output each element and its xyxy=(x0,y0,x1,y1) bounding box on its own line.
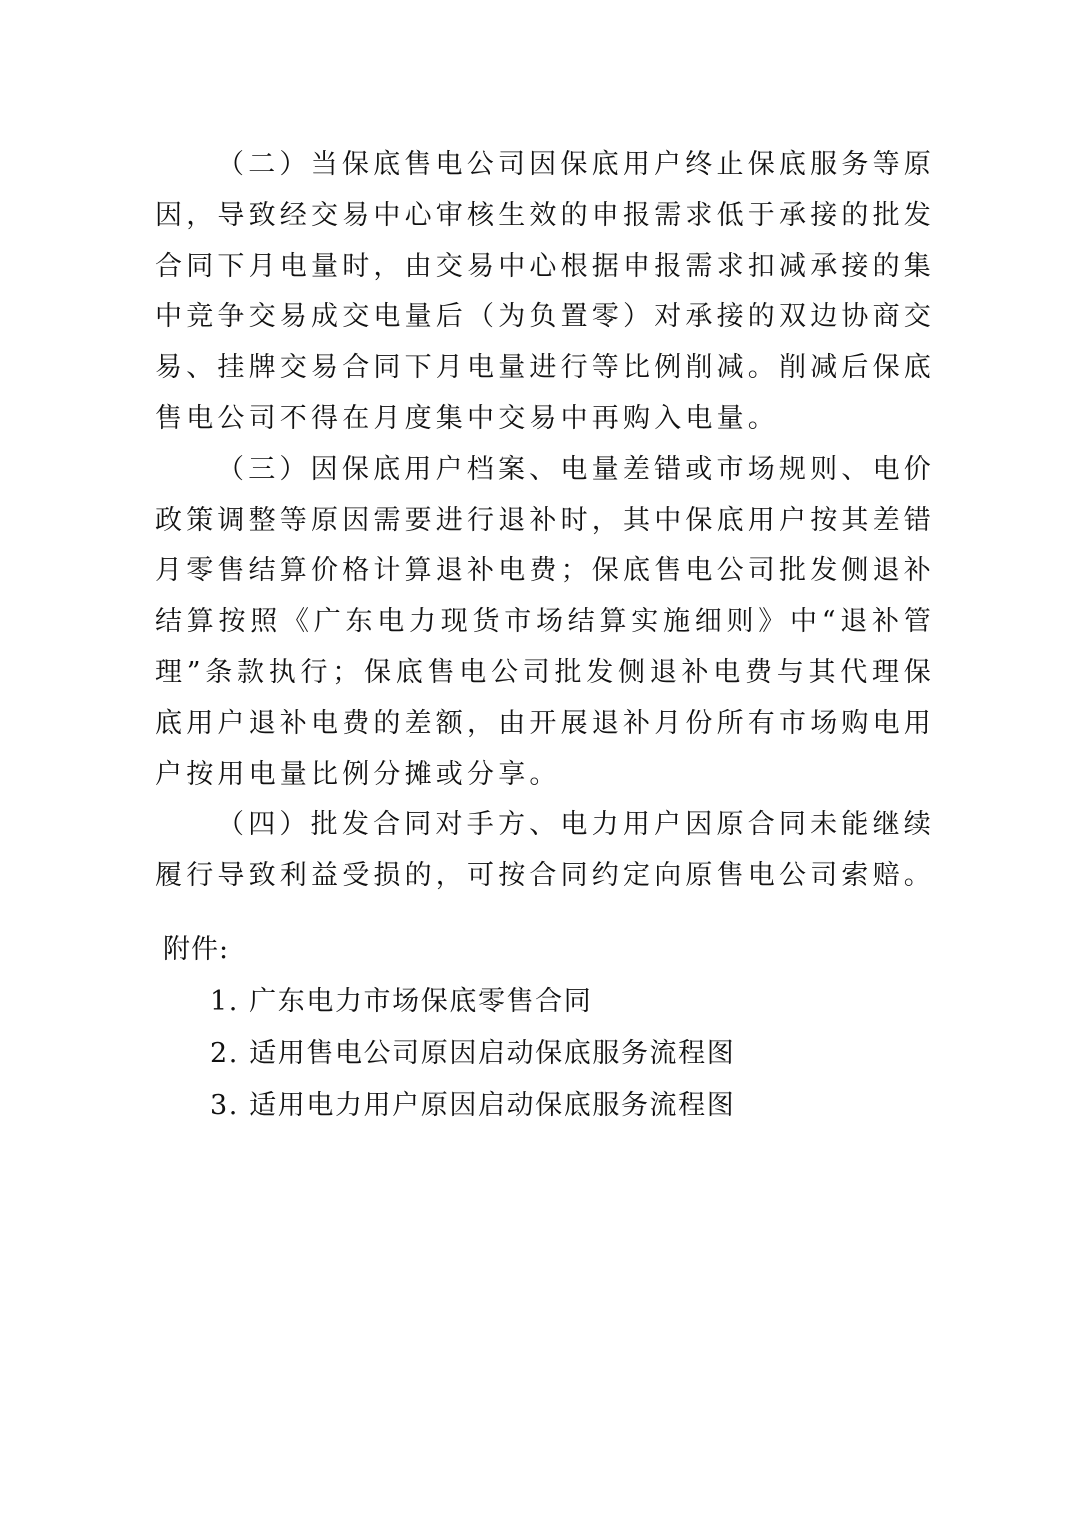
attachments-title: 附件: xyxy=(163,934,230,965)
document-body xyxy=(155,140,935,902)
attachment-item-1: 1. 广东电力市场保底零售合同 xyxy=(210,986,593,1017)
paragraph-clause-3: （三）因保底用户档案、电量差错或市场规则、电价政策调整等原因需要进行退补时，其中保底用户按其差错月零售结算价格计算退补电费；保底售电公司批发侧退补结算按照《广东电力现货市场结算实施细则》中“退补管理”条款执行；保底售电公司批发侧退补电费与其代理保底用户退补电费的差额，由开展退补月份所有市场购电用户按用电量比例分摊或分享。 xyxy=(155,453,935,790)
attachment-item-2: 2. 适用售电公司原因启动保底服务流程图 xyxy=(210,1038,736,1069)
paragraph-clause-4: （四）批发合同对手方、电力用户因原合同未能继续履行导致利益受损的，可按合同约定向原售电公司索赔。 xyxy=(155,809,935,892)
paragraph-clause-2: （二）当保底售电公司因保底用户终止保底服务等原因，导致经交易中心审核生效的申报需求低于承接的批发合同下月电量时，由交易中心根据申报需求扣减承接的集中竞争交易成交电量后（为负置零）对承接的双边协商交易、挂牌交易合同下月电量进行等比例削减。削减后保底售电公司不得在月度集中交易中再购入电量。 xyxy=(155,149,935,434)
attachment-item-3: 3. 适用电力用户原因启动保底服务流程图 xyxy=(210,1090,736,1121)
attachments-section xyxy=(163,924,963,1132)
